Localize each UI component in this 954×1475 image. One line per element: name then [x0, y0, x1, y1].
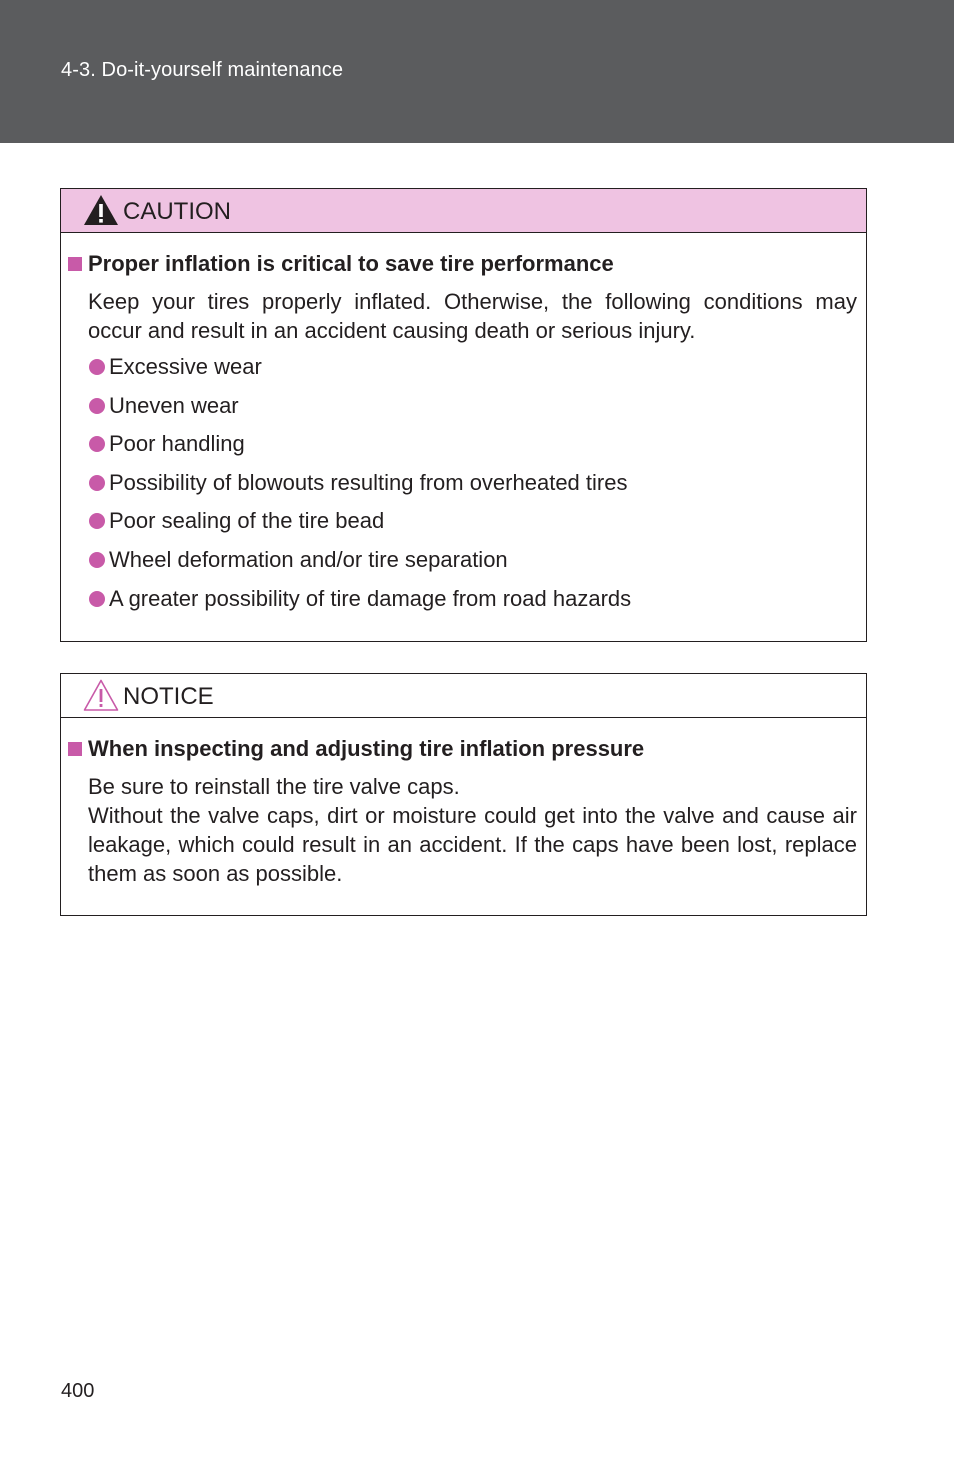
- warning-triangle-outline-icon: [82, 678, 120, 712]
- circle-bullet-icon: [89, 398, 105, 414]
- caution-heading-text: Proper inflation is critical to save tire performance: [88, 251, 614, 276]
- list-item: [88, 393, 857, 419]
- circle-bullet-icon: [89, 436, 105, 452]
- warning-triangle-filled-icon: [82, 193, 120, 227]
- list-item: [88, 431, 857, 457]
- circle-bullet-icon: [89, 552, 105, 568]
- list-item-text: Poor sealing of the tire bead: [109, 508, 385, 533]
- list-item-text: Possibility of blowouts resulting from overheated tires: [109, 470, 628, 495]
- caution-intro: [88, 287, 857, 345]
- notice-body: [61, 736, 866, 888]
- list-item: [88, 508, 857, 534]
- notice-heading: [61, 736, 857, 762]
- list-item-text: Poor handling: [109, 431, 245, 456]
- section-title: 4-3. Do-it-yourself maintenance: [61, 59, 344, 81]
- list-item: [88, 586, 857, 612]
- circle-bullet-icon: [89, 513, 105, 529]
- notice-box: [60, 673, 867, 916]
- list-item-text: Uneven wear: [109, 393, 239, 418]
- notice-heading-text: When inspecting and adjusting tire inflation pressure: [88, 736, 645, 761]
- list-item: [88, 470, 857, 496]
- page-header: [0, 0, 954, 143]
- page-number: 400: [61, 1380, 95, 1402]
- notice-line-1: Be sure to reinstall the tire valve caps.: [88, 774, 460, 799]
- list-item-text: Excessive wear: [109, 354, 262, 379]
- caution-label: CAUTION: [123, 198, 231, 225]
- list-item: [88, 354, 857, 380]
- caution-heading: [61, 251, 857, 277]
- list-item-text: A greater possibility of tire damage from road hazards: [109, 586, 632, 611]
- caution-intro-text: Keep your tires properly inflated. Otherwise, the following conditions may occur and result in an accident causing death or serious injury.: [88, 289, 857, 343]
- notice-header: [61, 674, 866, 718]
- notice-line-2: Without the valve caps, dirt or moisture could get into the valve and cause air leakage, which could result in an accident. If the caps have been lost, replace them as soon as possible.: [88, 803, 857, 886]
- square-bullet-icon: [68, 742, 82, 756]
- caution-body: [61, 251, 866, 612]
- list-item: [88, 547, 857, 573]
- caution-box: [60, 188, 867, 642]
- circle-bullet-icon: [89, 475, 105, 491]
- circle-bullet-icon: [89, 591, 105, 607]
- notice-text: [88, 772, 857, 888]
- square-bullet-icon: [68, 257, 82, 271]
- list-item-text: Wheel deformation and/or tire separation: [109, 547, 508, 572]
- caution-header: [61, 189, 866, 233]
- circle-bullet-icon: [89, 359, 105, 375]
- notice-label: NOTICE: [123, 683, 214, 710]
